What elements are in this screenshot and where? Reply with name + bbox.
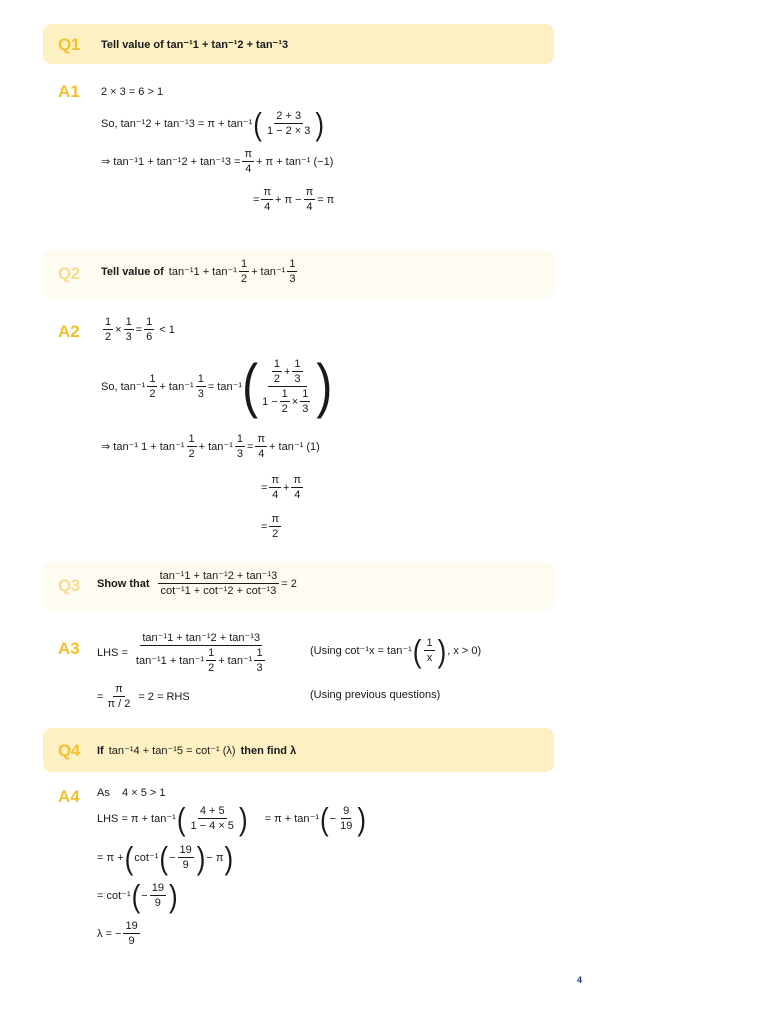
question-2-text: Tell value of tan⁻¹1 + tan⁻¹ $\frac{1}{2}$ + tan⁻¹ $\frac{1}{3}$ — [101, 258, 296, 285]
answer-4-line-4: = cot⁻¹ ( − $\frac{19}{9}$ ) — [97, 877, 178, 914]
answer-4-line-1: As 4 × 5 > 1 — [97, 787, 166, 799]
fraction: $\frac{1}{6}$ — [146, 316, 153, 343]
answer-2-line-5: = $\frac{\pi}{2}$ — [261, 513, 280, 540]
answer-4-label: A4 — [58, 787, 80, 806]
answer-3-label: A3 — [58, 639, 80, 658]
question-2-label: Q2 — [58, 264, 80, 283]
fraction: $\frac{\pi}{4}$ — [244, 148, 253, 175]
answer-1-line-2: So, tan⁻¹2 + tan⁻¹3 = π + tan⁻¹ ( $\frac{2 + 3}{1 - 2 \times 3}$ ) — [101, 105, 325, 142]
page-number: 4 — [577, 975, 583, 985]
answer-3-line-2: = $\frac{\pi}{\pi / 2}$ = 2 = RHS — [97, 683, 190, 710]
fraction: $\frac{\pi}{4}$ — [257, 433, 266, 460]
fraction: $\frac{9}{19}$ — [340, 805, 353, 832]
fraction: $\frac{1}{3}$ — [125, 316, 132, 343]
fraction: $\frac{1}{3}$ — [197, 373, 204, 400]
answer-2-line-2: So, tan⁻¹ $\frac{1}{2}$ + tan⁻¹ $\frac{1}{3}$ = tan⁻¹ ( $\frac{1}{2}$ + $\frac{1}{3}$ 1 − $\frac{1}{2}$ × $\frac{1}{3}$ ) — [101, 352, 333, 419]
compound-fraction: $\frac{1}{2}$ + $\frac{1}{3}$ 1 − $\frac{1}{2}$ × $\frac{1}{3}$ — [262, 358, 309, 415]
answer-2-line-3: ⇒ tan⁻¹ 1 + tan⁻¹ $\frac{1}{2}$ + tan⁻¹ $\frac{1}{3}$ = $\frac{\pi}{4}$ + tan⁻¹ (1) — [101, 433, 320, 460]
fraction: $\frac{2 + 3}{1 - 2 \times 3}$ — [266, 110, 311, 137]
answer-2-line-4: = $\frac{\pi}{4}$ + $\frac{\pi}{4}$ — [261, 474, 302, 501]
fraction: $\frac{\pi}{\pi / 2}$ — [107, 683, 131, 710]
fraction: $\frac{19}{9}$ — [125, 920, 138, 947]
question-3-text: Show that $\frac{\text{tan⁻¹1 + tan⁻¹2 + tan⁻¹3}}{\text{cot⁻¹1 + cot⁻¹2 + cot⁻¹3}}$ = 2 — [97, 570, 297, 597]
answer-3-note-1: (Using cot⁻¹x = tan⁻¹ ( $\frac{1}{x}$ ) , x > 0) — [310, 632, 482, 669]
fraction: tan⁻¹1 + tan⁻¹2 + tan⁻¹3 tan⁻¹1 + tan⁻¹ $\frac{1}{2}$ + tan⁻¹ $\frac{1}{3}$ — [135, 632, 263, 674]
fraction: $\frac{\pi}{2}$ — [271, 513, 280, 540]
answer-1-line-1: 2 × 3 = 6 > 1 — [101, 86, 164, 98]
question-4-text: If tan⁻¹4 + tan⁻¹5 = cot⁻¹ (λ) then find λ — [97, 744, 297, 757]
question-1-text: Tell value of tan⁻¹1 + tan⁻¹2 + tan⁻¹3 — [101, 39, 289, 51]
fraction: $\frac{\text{tan⁻¹1 + tan⁻¹2 + tan⁻¹3}}{\text{cot⁻¹1 + cot⁻¹2 + cot⁻¹3}}$ — [159, 570, 278, 597]
question-4-label: Q4 — [58, 741, 80, 760]
answer-4-line-3: = π + ( cot⁻¹ ( − $\frac{19}{9}$ ) − π ) — [97, 839, 234, 876]
fraction: $\frac{1}{2}$ — [105, 316, 112, 343]
answer-3-line-1: LHS = tan⁻¹1 + tan⁻¹2 + tan⁻¹3 tan⁻¹1 + tan⁻¹ $\frac{1}{2}$ + tan⁻¹ $\frac{1}{3}$ — [97, 632, 271, 674]
fraction: $\frac{19}{9}$ — [151, 882, 164, 909]
answer-4-line-5: λ = − $\frac{19}{9}$ — [97, 920, 138, 947]
answer-1-line-3: ⇒ tan⁻¹1 + tan⁻¹2 + tan⁻¹3 = $\frac{\pi}{4}$ + π + tan⁻¹ (−1) — [101, 148, 334, 175]
fraction: $\frac{1}{2}$ — [149, 373, 156, 400]
answer-2-label: A2 — [58, 322, 80, 341]
answer-2-line-1: $\frac{1}{2}$ × $\frac{1}{3}$ = $\frac{1}{6}$ < 1 — [105, 316, 175, 343]
answer-3-note-2: (Using previous questions) — [310, 689, 441, 701]
fraction: $\frac{19}{9}$ — [179, 844, 192, 871]
fraction: $\frac{1}{x}$ — [426, 637, 433, 664]
fraction: $\frac{\pi}{4}$ — [293, 474, 302, 501]
fraction: $\frac{\pi}{4}$ — [305, 186, 314, 213]
fraction: $\frac{1}{2}$ — [188, 433, 195, 460]
answer-1-label: A1 — [58, 82, 80, 101]
question-1-label: Q1 — [58, 35, 80, 54]
question-3-label: Q3 — [58, 576, 80, 595]
fraction: $\frac{1}{3}$ — [289, 258, 296, 285]
fraction: $\frac{1}{3}$ — [236, 433, 244, 460]
answer-4-line-2: LHS = π + tan⁻¹ ( $\frac{4 + 5}{1 - 4 \times 5}$ ) = π + tan⁻¹ ( − $\frac{9}{19}$ ) — [97, 800, 367, 837]
answer-1-line-4: = $\frac{\pi}{4}$ + π − $\frac{\pi}{4}$ = π — [253, 186, 335, 213]
fraction: $\frac{\pi}{4}$ — [271, 474, 280, 501]
fraction: $\frac{\pi}{4}$ — [263, 186, 272, 213]
fraction: $\frac{1}{2}$ — [240, 258, 248, 285]
fraction: $\frac{4 + 5}{1 - 4 \times 5}$ — [190, 805, 234, 832]
